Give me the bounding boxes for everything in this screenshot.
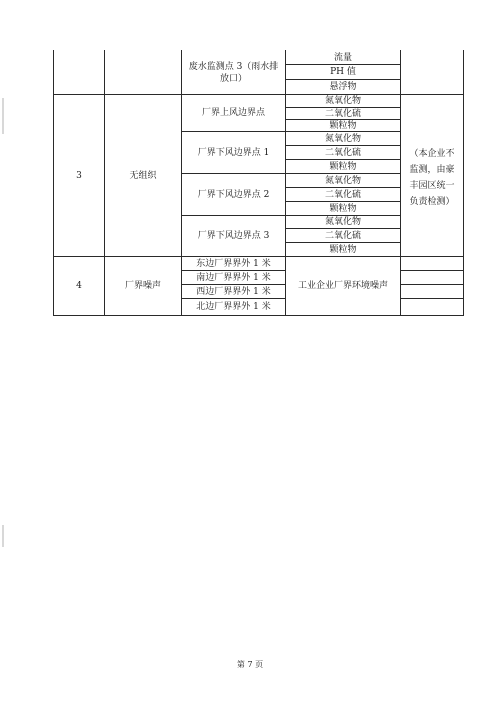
monitoring-item: 氮氧化物	[324, 217, 361, 227]
monitoring-item: 颗粒物	[329, 161, 357, 172]
monitoring-item: 氮氧化物	[324, 96, 361, 106]
noise-point: 西边厂界界外 1 米	[196, 286, 271, 297]
page-number: 第 7 页	[236, 660, 264, 669]
monitoring-item: 颗粒物	[329, 120, 357, 131]
monitoring-item: 流量	[333, 52, 352, 63]
category-label: 厂界噪声	[124, 281, 161, 291]
monitoring-item: 二氧化硫	[324, 189, 361, 200]
monitoring-item: 二氧化硫	[324, 108, 361, 119]
monitoring-item: PH 值	[330, 67, 356, 77]
monitoring-item: 颗粒物	[329, 244, 357, 255]
remark-note: （本企业不监测，由豪丰园区统一负责检测）	[409, 149, 455, 207]
monitoring-point: 厂界下风边界点 1	[197, 147, 270, 158]
category-label: 无组织	[129, 170, 157, 181]
monitoring-item: 氮氧化物	[324, 133, 361, 144]
monitoring-point: 废水监测点 3（雨水排放口）	[188, 61, 279, 84]
noise-point: 东边厂界界外 1 米	[196, 258, 271, 269]
monitoring-item: 氮氧化物	[324, 175, 361, 186]
row-number: 4	[76, 281, 82, 291]
noise-standard: 工业企业厂界环境噪声	[297, 281, 388, 291]
monitoring-item: 悬浮物	[329, 82, 357, 92]
monitoring-item: 颗粒物	[329, 203, 357, 214]
row-number: 3	[76, 170, 82, 181]
monitoring-item: 二氧化硫	[324, 147, 361, 158]
monitoring-point: 厂界上风边界点	[201, 108, 265, 118]
noise-point: 北边厂界界外 1 米	[196, 302, 271, 312]
monitoring-point: 厂界下风边界点 3	[197, 231, 270, 241]
noise-point: 南边厂界界外 1 米	[196, 272, 271, 283]
monitoring-item: 二氧化硫	[324, 230, 361, 241]
monitoring-point: 厂界下风边界点 2	[197, 189, 270, 200]
